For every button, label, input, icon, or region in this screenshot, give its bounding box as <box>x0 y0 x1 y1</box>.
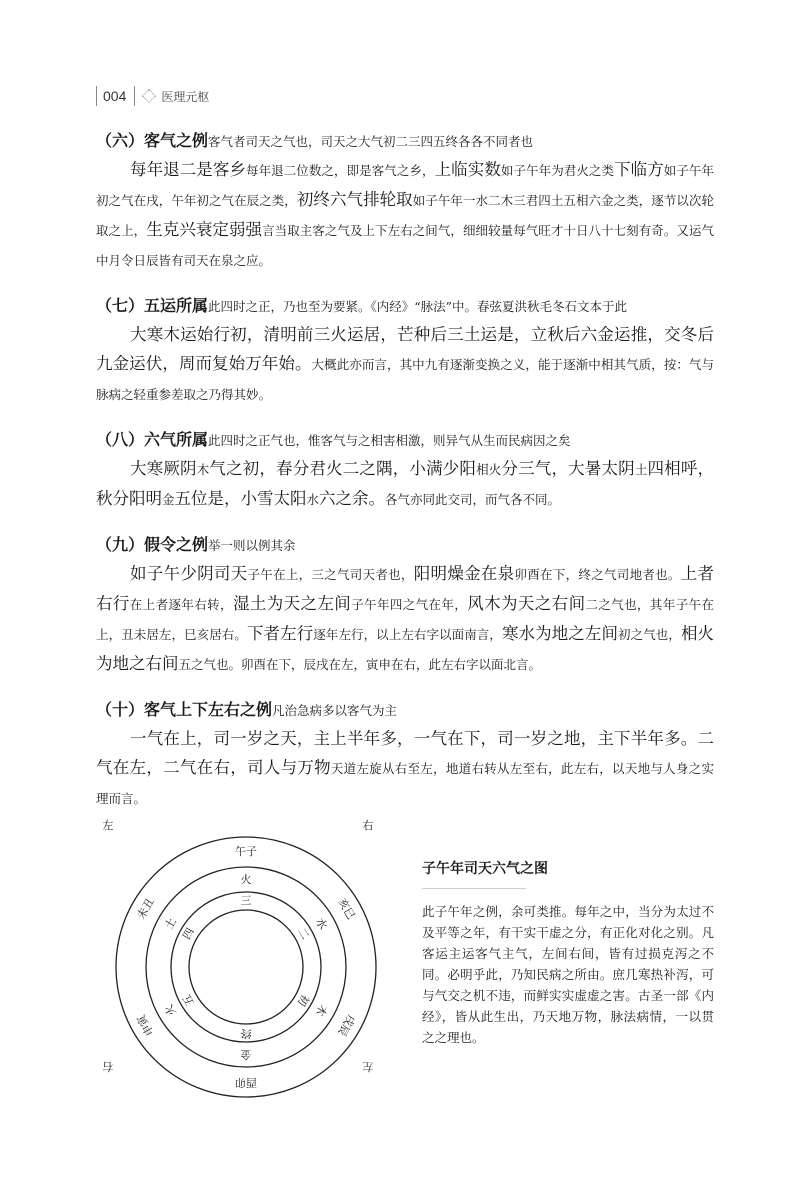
section <box>96 697 714 813</box>
inline-note: 子午在上，三之气司天者也， <box>247 567 414 582</box>
inline-note: 初之气也， <box>618 627 681 642</box>
section-heading-title: （八）六气所属 <box>96 430 209 449</box>
caption-title: 子午年司天六气之图 <box>422 861 548 877</box>
branch-label: 午子 <box>235 845 257 858</box>
section-heading-note: 此四时之正气也，惟客气与之相害相激，则异气从生而民病因之矣 <box>208 433 571 448</box>
main-text-run: 如子午少阴司天 <box>130 564 248 583</box>
inline-note: 如子午年初之气在戌，午年初之气在辰之类， <box>96 163 714 208</box>
main-text-run: 每年退二是客乡 <box>130 160 247 179</box>
corner-label: 左 <box>362 1060 374 1073</box>
inline-note: 在上者逐年右转， <box>129 597 233 612</box>
main-text-run: 初终六气排轮取 <box>296 190 413 209</box>
section-paragraph <box>96 454 714 514</box>
order-label: 四 <box>180 925 197 942</box>
core-circle <box>189 910 303 1024</box>
main-text-run: 上临实数 <box>434 160 501 179</box>
main-text-run: 寒水为地之左间 <box>501 624 619 643</box>
branch-label: 酉卯 <box>235 1076 257 1089</box>
header-divider <box>96 86 97 106</box>
section-paragraph <box>96 559 714 679</box>
section-heading-title: （七）五运所属 <box>96 296 209 315</box>
inline-note: 如子午年为君火之类 <box>500 163 615 178</box>
inline-note: 子午年四之气在年， <box>351 597 468 612</box>
section-heading-note: 此四时之正，乃也至为要紧。《内经》“脉法”中。春弦夏洪秋毛冬石文本于此 <box>208 299 628 314</box>
inline-note: 金 <box>162 492 175 507</box>
section-heading <box>96 697 714 724</box>
inline-note: 各气亦同此交司，而气各不同。 <box>385 492 561 507</box>
order-label: 二 <box>295 925 312 942</box>
inline-note: 如子午年一水二木三君四土五相六金之类，逐节以次轮取之上， <box>96 193 714 238</box>
ornament-icon <box>143 90 155 102</box>
main-text-run: 上者右行 <box>96 564 715 613</box>
branch-label: 申寅 <box>134 1012 157 1039</box>
order-label: 终 <box>240 1027 252 1040</box>
inline-note: 逐年左行，以上左右字以面南言， <box>313 627 502 642</box>
book-title: 医理元枢 <box>161 89 210 104</box>
section <box>96 427 714 514</box>
main-text-run: 四相呼，秋分阳明 <box>96 459 714 508</box>
inner-circle <box>171 892 321 1042</box>
section-paragraph <box>96 320 714 409</box>
main-text-run: 分三气，大暑太阴 <box>501 459 635 478</box>
section-heading <box>96 128 714 155</box>
section <box>96 128 714 275</box>
inline-note: 天道左旋从右至左，地道右转从左至右，此左右，以天地与人身之实理而言。 <box>96 761 714 806</box>
inline-note: 言当取主客之气及上下左右之间气，细细较量每气旺才十日八十七刻有奇。又运气中月令日辰皆有司天在泉之应。 <box>96 223 714 268</box>
order-label: 初 <box>295 992 312 1009</box>
order-label: 三 <box>240 894 252 907</box>
inline-note: 土 <box>634 462 648 477</box>
main-text-run: 下者左行 <box>246 624 314 643</box>
inline-note: 木 <box>196 462 210 477</box>
section-heading <box>96 427 714 454</box>
element-label: 土 <box>162 915 179 932</box>
caption-text: 此子午年之例，余可类推。每年之中，当分为太过不及平等之年，有干实干虚之分，有正化对化之别。凡客运主运客气主气，左间右间，皆有过损克泻之不同。必明乎此，乃知民病之所由。庶几寒热补泻，可与气交之机不违，而鲜实实虚虚之害。古圣一部《内经》，皆从此生出，乃天地万物，脉法病情，一以贯之之理也。 <box>422 904 714 1045</box>
section-heading-note: 客气者司天之气也，司天之大气初二三四五终各各不同者也 <box>208 134 534 149</box>
caption-divider <box>422 888 526 889</box>
main-text-run: 湿土为天之左间 <box>232 594 352 613</box>
section-heading-note: 凡治急病多以客气为主 <box>272 703 398 718</box>
main-text-run: 六之余。 <box>319 489 386 508</box>
branch-label: 未丑 <box>134 895 157 922</box>
header-divider <box>134 86 135 106</box>
page-number: 004 <box>103 88 127 104</box>
inline-note: 每年退二位数之，即是客气之乡， <box>246 163 435 178</box>
element-label: 水 <box>313 915 330 932</box>
main-text-run: 大寒厥阴 <box>130 459 197 478</box>
element-label: 木 <box>313 1002 330 1019</box>
section-paragraph <box>96 724 714 813</box>
element-label: 金 <box>240 1048 252 1061</box>
main-text-run: 风木为天之右间 <box>467 594 586 613</box>
section-heading-title: （十）客气上下左右之例 <box>96 700 273 719</box>
inline-note: 大概此亦而言，其中九有逐渐变换之义，能于逐渐中相其气质，按：气与脉病之轻重参差取之乃得其妙。 <box>96 357 714 402</box>
main-text-run: 下临方 <box>614 160 664 179</box>
inline-note: 二之气也，其年子午在上，丑未居左，巳亥居右。 <box>96 597 714 642</box>
section-heading-note: 举一则以例其余 <box>208 538 296 553</box>
corner-label: 左 <box>102 819 114 832</box>
corner-label: 右 <box>102 1060 114 1073</box>
section <box>96 532 714 679</box>
main-text-run: 大寒木运始行初，清明前三火运居，芒种后三土运是，立秋后六金运推，交冬后九金运伏，周而复始万年始。 <box>96 325 714 373</box>
order-label: 五 <box>180 992 197 1009</box>
main-text-run: 五位是，小雪太阳 <box>174 489 307 508</box>
main-text <box>96 128 714 831</box>
element-label: 火 <box>162 1002 179 1019</box>
section-heading-title: （九）假令之例 <box>96 535 209 554</box>
figure-caption <box>422 858 714 1048</box>
section-heading <box>96 532 714 559</box>
corner-label: 右 <box>362 819 374 832</box>
inline-note: 水 <box>306 492 320 507</box>
page-header <box>96 84 209 108</box>
inline-note: 卯酉在下，终之气司地者也。 <box>514 567 681 582</box>
element-label: 火 <box>240 873 252 886</box>
main-text-run: 阳明燥金在泉 <box>413 564 515 583</box>
main-text-run: 生克兴衰定弱强 <box>146 220 263 239</box>
inline-note: 相火 <box>476 462 502 477</box>
main-text-run: 气之初，春分君火二之隅，小满少阳 <box>209 459 477 478</box>
six-qi-diagram <box>96 812 396 1112</box>
section <box>96 293 714 409</box>
section-heading-title: （六）客气之例 <box>96 131 209 150</box>
branch-label: 戌辰 <box>335 1012 358 1039</box>
section-heading <box>96 293 714 320</box>
section-paragraph <box>96 155 714 275</box>
branch-label: 亥巳 <box>335 895 358 922</box>
main-text-run: 一气在上，司一岁之天，主上半年多，一气在下，司一岁之地，主下半年多。二气在左，二气在右，司人与万物 <box>96 729 714 777</box>
main-text-run: 相火为地之右间 <box>96 624 715 673</box>
inline-note: 五之气也。卯酉在下，辰戌在左，寅申在右，此左右字以面北言。 <box>178 657 542 672</box>
